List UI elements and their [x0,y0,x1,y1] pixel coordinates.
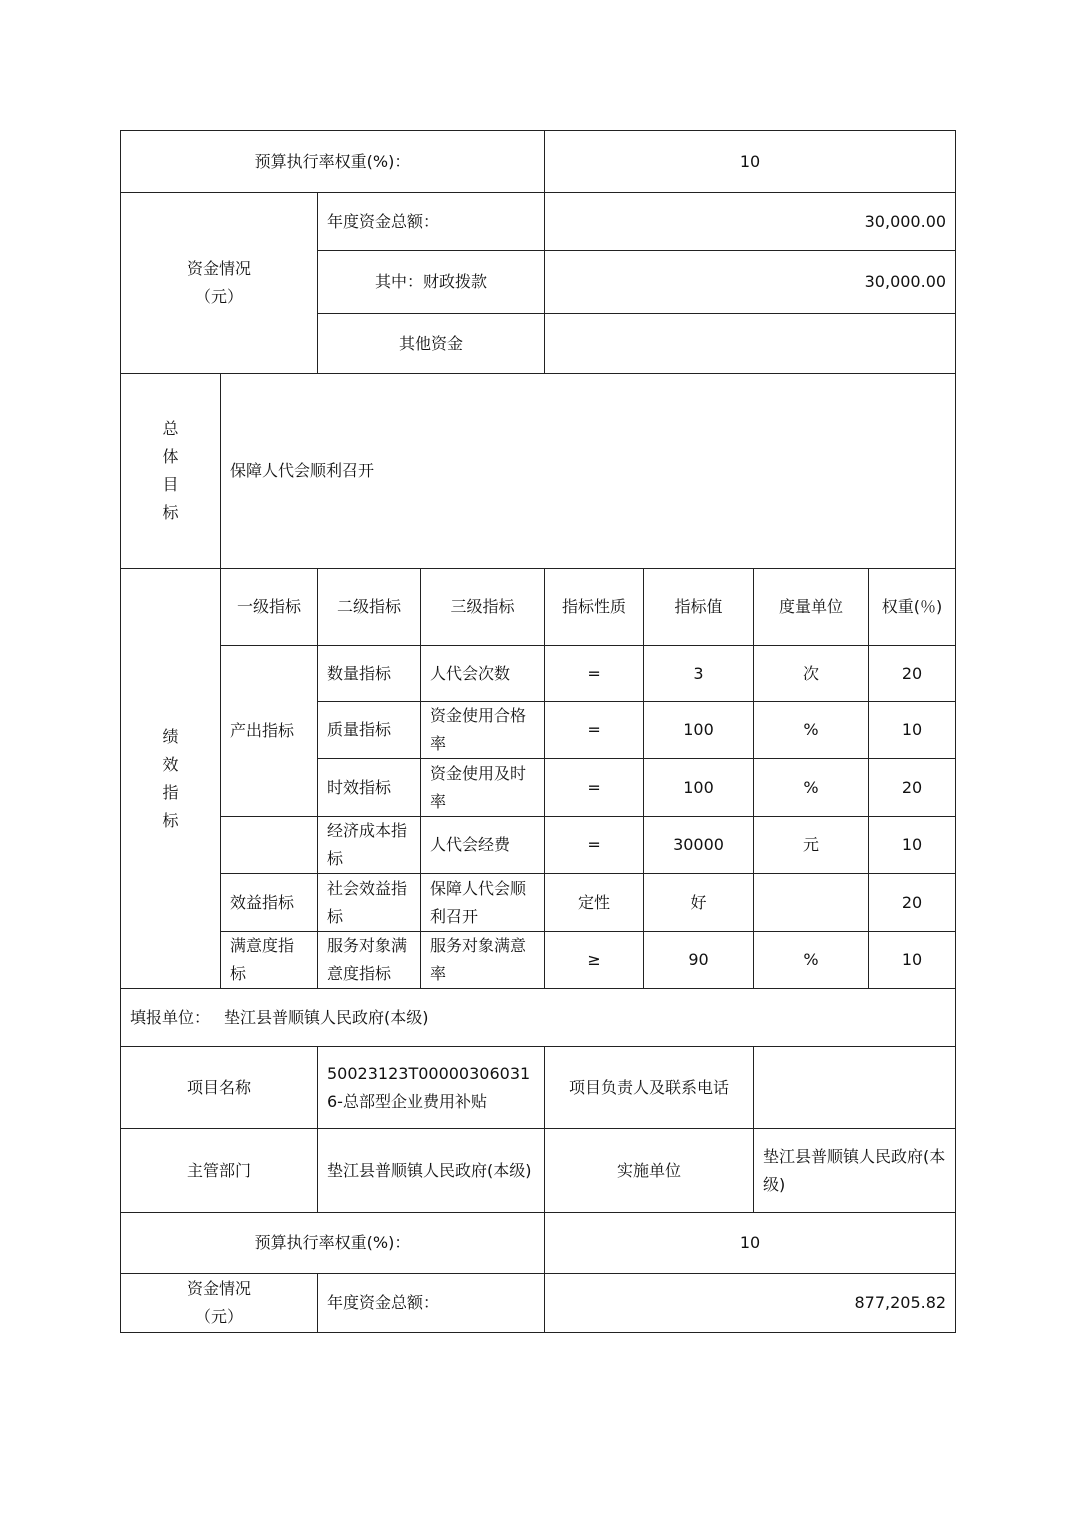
row-level3: 人代会经费 [421,817,545,874]
output-indicator-label: 产出指标 [221,646,318,817]
row-level2: 经济成本指标 [318,817,421,874]
other-funds-value [545,314,956,374]
row-level2: 社会效益指标 [318,874,421,932]
row-nature: = [545,646,644,702]
row-weight: 10 [869,702,956,759]
project-contact-label: 项目负责人及联系电话 [545,1047,754,1129]
row-weight: 20 [869,759,956,817]
performance-char: 指 [162,782,179,802]
row-level2: 数量指标 [318,646,421,702]
header-weight: 权重(％) [869,569,956,646]
row-value: 100 [644,759,754,817]
performance-char: 绩 [162,726,179,746]
project-contact-value [754,1047,956,1129]
performance-char: 效 [162,754,179,774]
row-level2: 质量指标 [318,702,421,759]
benefit-indicator-label: 效益指标 [221,874,318,932]
row-level3: 人代会次数 [421,646,545,702]
budget-weight-label: 预算执行率权重(%)： [121,131,545,193]
row-value: 30000 [644,817,754,874]
row-unit: % [754,932,869,989]
satisfaction-indicator-label: 满意度指标 [221,932,318,989]
supervising-dept-label: 主管部门 [121,1129,318,1213]
row-value: 3 [644,646,754,702]
header-nature: 指标性质 [545,569,644,646]
filler-unit-label: 填报单位： [130,1007,211,1027]
performance-label [121,569,221,989]
header-unit: 度量单位 [754,569,869,646]
row-weight: 10 [869,932,956,989]
budget-weight-value-2: 10 [545,1213,956,1274]
row-nature: = [545,702,644,759]
row-unit: 次 [754,646,869,702]
goal-char: 总 [162,419,179,438]
funds-label-2-line2: （元） [194,1307,243,1326]
filler-unit-value: 垫江县普顺镇人民政府(本级) [224,1007,429,1027]
funds-label [121,193,318,374]
filler-unit-row [121,989,956,1047]
fiscal-value: 30,000.00 [545,251,956,314]
goal-char: 体 [162,447,179,466]
annual-total-value: 30,000.00 [545,193,956,251]
implementing-unit-value: 垫江县普顺镇人民政府(本级) [754,1129,956,1213]
row-nature: 定性 [545,874,644,932]
overall-goal-label [121,374,221,569]
row-nature: ≥ [545,932,644,989]
funds-label-2-line1: 资金情况 [186,1279,251,1298]
overall-goal-text: 保障人代会顺利召开 [221,374,956,569]
row-value: 90 [644,932,754,989]
budget-weight-label-2: 预算执行率权重(%)： [121,1213,545,1274]
implementing-unit-label: 实施单位 [545,1129,754,1213]
annual-total-label-2: 年度资金总额： [318,1274,545,1333]
row-weight: 20 [869,874,956,932]
row-weight: 10 [869,817,956,874]
row-level2: 服务对象满意度指标 [318,932,421,989]
funds-label-line1: 资金情况 [186,259,251,278]
row-unit: 元 [754,817,869,874]
row-level3: 资金使用及时率 [421,759,545,817]
budget-weight-value: 10 [545,131,956,193]
row-unit [754,874,869,932]
other-funds-label: 其他资金 [318,314,545,374]
performance-form-table [120,130,956,1333]
header-level3: 三级指标 [421,569,545,646]
row-level3: 服务对象满意率 [421,932,545,989]
funds-label-line2: （元） [194,287,243,306]
header-value: 指标值 [644,569,754,646]
header-level2: 二级指标 [318,569,421,646]
annual-total-value-2: 877,205.82 [545,1274,956,1333]
fiscal-label: 其中：财政拨款 [318,251,545,314]
performance-char: 标 [162,810,179,830]
row-nature: = [545,759,644,817]
funds-label-2 [121,1274,318,1333]
row-unit: % [754,702,869,759]
project-name-label: 项目名称 [121,1047,318,1129]
row-value: 100 [644,702,754,759]
goal-char: 标 [162,503,179,522]
project-name-value: 50023123T000003060316-总部型企业费用补贴 [318,1047,545,1129]
row-level3: 保障人代会顺利召开 [421,874,545,932]
row-weight: 20 [869,646,956,702]
row-unit: % [754,759,869,817]
goal-char: 目 [162,475,179,494]
supervising-dept-value: 垫江县普顺镇人民政府(本级) [318,1129,545,1213]
row-level2: 时效指标 [318,759,421,817]
annual-total-label: 年度资金总额： [318,193,545,251]
row-nature: = [545,817,644,874]
blank-level1-cell [221,817,318,874]
row-value: 好 [644,874,754,932]
header-level1: 一级指标 [221,569,318,646]
row-level3: 资金使用合格率 [421,702,545,759]
